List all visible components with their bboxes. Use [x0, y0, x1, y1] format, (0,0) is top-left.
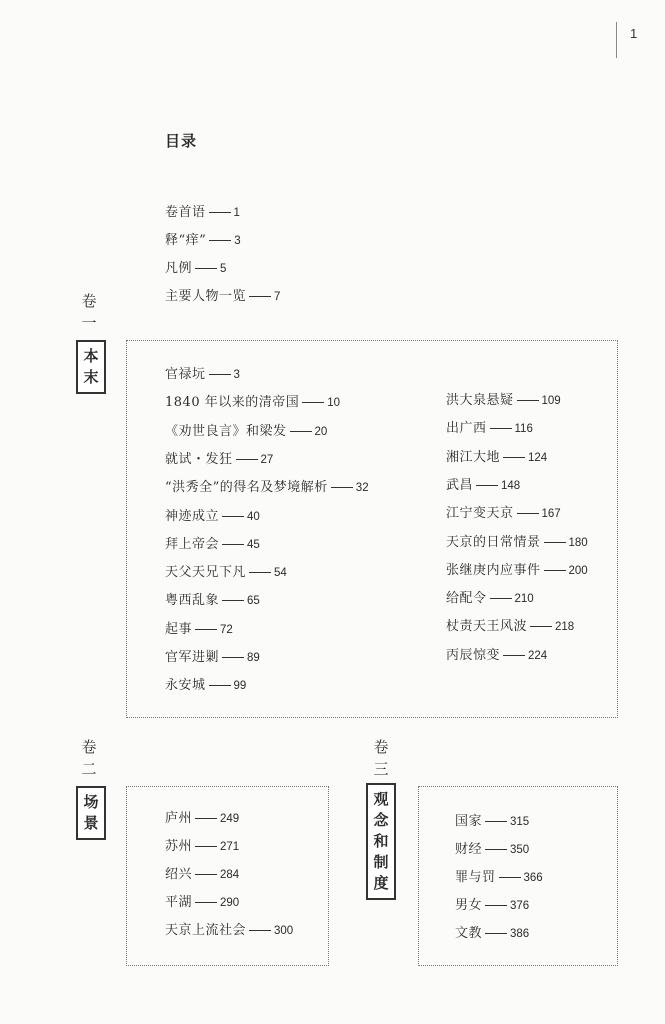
toc-leader-line	[490, 428, 512, 429]
toc-leader-line	[222, 657, 244, 658]
vol2-title-char: 场	[83, 793, 99, 811]
toc-entry	[446, 534, 588, 552]
toc-leader-line	[249, 296, 271, 297]
toc-entry-title: 杖责天王风波	[446, 619, 528, 635]
toc-entry	[165, 866, 239, 884]
toc-entry	[165, 508, 260, 526]
toc-entry	[165, 677, 246, 695]
toc-entry-title: 苏州	[165, 839, 193, 854]
toc-entry-page: 300	[274, 925, 294, 937]
toc-leader-line	[485, 821, 507, 822]
page-number: 1	[630, 26, 638, 41]
toc-entry	[165, 204, 240, 222]
toc-leader-line	[544, 542, 566, 543]
toc-leader-line	[544, 570, 566, 571]
toc-leader-line	[195, 874, 217, 875]
toc-entry-page: 167	[541, 508, 561, 521]
toc-entry-page: 124	[528, 451, 548, 464]
toc-entry-title: 官禄坃	[165, 367, 206, 382]
vol2-title-box	[76, 786, 106, 840]
toc-leader-line	[517, 513, 539, 514]
toc-entry-title: 庐州	[165, 811, 193, 826]
toc-leader-line	[236, 459, 258, 460]
toc-leader-line	[222, 544, 244, 545]
toc-entry-page: 350	[510, 844, 530, 856]
toc-entry	[165, 838, 239, 856]
toc-entry-page: 218	[555, 621, 575, 634]
toc-entry-page: 180	[568, 536, 588, 549]
toc-entry	[455, 813, 529, 831]
toc-entry-page: 249	[220, 813, 240, 825]
toc-entry	[446, 590, 534, 608]
toc-entry	[165, 366, 240, 384]
toc-entry-page: 116	[514, 423, 533, 436]
toc-leader-line	[209, 212, 231, 213]
vol2-title-char: 景	[83, 814, 99, 832]
vol1-title-char: 本	[83, 347, 99, 365]
toc-entry-page: 7	[274, 291, 281, 303]
toc-entry	[455, 925, 529, 943]
toc-entry	[165, 810, 239, 828]
toc-entry	[165, 592, 260, 610]
toc-entry-page: 54	[274, 567, 287, 580]
toc-entry-page: 200	[568, 564, 588, 577]
toc-entry-page: 99	[233, 680, 247, 693]
toc-leader-line	[530, 626, 552, 627]
toc-entry	[165, 564, 287, 582]
toc-leader-line	[503, 457, 525, 458]
toc-entry-title: 洪大泉悬疑	[446, 393, 514, 408]
toc-entry-page: 32	[355, 482, 369, 495]
toc-entry-title: 武昌	[446, 477, 474, 493]
toc-entry	[455, 869, 543, 887]
toc-entry-title: 起事	[165, 621, 193, 637]
toc-entry-title: 绍兴	[165, 867, 193, 882]
toc-leader-line	[503, 655, 525, 656]
toc-entry-page: 10	[327, 397, 341, 410]
toc-entry-title: 天父天兄下凡	[165, 565, 247, 581]
vol3-title-char: 和	[373, 832, 389, 850]
toc-entry-page: 366	[523, 872, 543, 884]
vol3-label-char: 三	[373, 760, 389, 778]
toc-entry-page: 315	[510, 816, 530, 828]
toc-entry	[446, 477, 520, 495]
toc-entry-title: 释“痒”	[165, 233, 207, 248]
vol3-label-char: 卷	[373, 738, 389, 756]
toc-entry-title: 就试・发狂	[165, 451, 233, 467]
toc-entry	[165, 394, 340, 412]
toc-entry-title: 《劝世良言》和梁发	[165, 423, 287, 439]
toc-entry-page: 376	[510, 900, 530, 912]
vol1-title-char: 末	[83, 368, 99, 386]
toc-entry	[165, 232, 241, 250]
toc-leader-line	[222, 516, 244, 517]
toc-entry-title: 张继庚内应事件	[446, 562, 541, 578]
toc-leader-line	[290, 431, 312, 432]
toc-entry-page: 271	[220, 841, 240, 853]
vol3-title-char: 制	[373, 853, 389, 871]
toc-leader-line	[485, 905, 507, 906]
vol2-label-char: 卷	[81, 738, 97, 756]
toc-entry	[446, 505, 561, 523]
toc-entry-title: 丙辰惊变	[446, 647, 501, 663]
toc-leader-line	[499, 877, 521, 878]
toc-leader-line	[331, 487, 353, 488]
toc-entry-page: 5	[220, 263, 227, 275]
toc-entry-title: 财经	[455, 842, 483, 857]
toc-leader-line	[490, 598, 512, 599]
toc-entry-title: 罪与罚	[455, 870, 496, 885]
toc-leader-line	[222, 600, 244, 601]
toc-entry	[446, 420, 533, 438]
toc-entry-title: 天京的日常情景	[446, 534, 541, 550]
toc-entry	[165, 423, 327, 441]
toc-leader-line	[485, 933, 507, 934]
toc-entry	[165, 894, 239, 912]
toc-entry	[165, 922, 293, 940]
toc-entry-title: 粤西乱象	[165, 593, 220, 609]
toc-entry-page: 20	[314, 425, 328, 438]
toc-leader-line	[517, 400, 539, 401]
toc-leader-line	[195, 818, 217, 819]
toc-entry-title: 文教	[455, 926, 483, 941]
toc-leader-line	[195, 629, 217, 630]
toc-entry-title: 江宁变天京	[446, 506, 514, 522]
toc-entry	[165, 621, 233, 639]
toc-leader-line	[209, 685, 231, 686]
toc-entry-title: 天京上流社会	[165, 923, 247, 938]
toc-leader-line	[302, 402, 324, 403]
toc-entry	[446, 618, 574, 636]
toc-entry	[165, 288, 280, 306]
toc-entry-page: 210	[514, 593, 534, 606]
toc-entry-title: 1840 年以来的清帝国	[165, 395, 300, 411]
toc-entry-page: 72	[220, 623, 233, 636]
vol3-title-char: 度	[373, 874, 389, 892]
toc-entry-page: 3	[234, 235, 241, 247]
vol3-title-char: 念	[373, 811, 389, 829]
toc-entry-title: 平湖	[165, 895, 193, 910]
toc-entry-page: 65	[247, 595, 260, 608]
toc-leader-line	[485, 849, 507, 850]
vol1-label-char: 卷	[81, 292, 97, 310]
toc-entry	[455, 897, 529, 915]
toc-entry-page: 1	[233, 207, 240, 219]
toc-entry-title: 给配令	[446, 591, 487, 607]
toc-leader-line	[249, 572, 271, 573]
toc-entry-page: 148	[501, 479, 521, 492]
toc-entry-page: 386	[510, 928, 530, 940]
vol3-title-box	[366, 783, 396, 900]
toc-entry-title: 男女	[455, 898, 483, 913]
vol1-title-box	[76, 340, 106, 394]
toc-entry-page: 45	[247, 538, 260, 551]
toc-entry	[446, 449, 547, 467]
toc-entry	[446, 562, 588, 580]
toc-entry-title: 永安城	[165, 678, 206, 694]
toc-entry	[165, 536, 260, 554]
toc-entry-page: 284	[220, 869, 240, 881]
toc-entry	[446, 647, 547, 665]
toc-entry-title: 神迹成立	[165, 508, 220, 524]
toc-entry-title: 国家	[455, 814, 483, 829]
toc-entry-title: 凡例	[165, 261, 193, 276]
toc-entry-page: 109	[541, 395, 561, 407]
toc-entry-title: 湘江大地	[446, 449, 501, 465]
toc-leader-line	[195, 902, 217, 903]
vol3-title-char: 观	[373, 790, 389, 808]
toc-leader-line	[195, 268, 217, 269]
toc-entry	[165, 649, 260, 667]
toc-entry-page: 3	[233, 369, 240, 381]
toc-entry-title: 拜上帝会	[165, 536, 220, 552]
toc-entry-page: 290	[220, 897, 240, 909]
toc-entry-title: “洪秀全”的得名及梦境解析	[165, 480, 328, 496]
toc-entry-page: 89	[247, 652, 260, 664]
toc-entry	[455, 841, 529, 859]
toc-entry-page: 40	[247, 510, 260, 523]
vol1-label-char: 一	[81, 314, 97, 332]
vol3-label	[372, 736, 390, 780]
toc-entry-title: 主要人物一览	[165, 289, 247, 304]
vol2-label	[80, 736, 98, 780]
toc-leader-line	[249, 930, 271, 931]
page-number-rule	[616, 22, 617, 58]
page-title: 目录	[165, 132, 198, 150]
toc-entry-page: 27	[260, 453, 274, 466]
toc-leader-line	[209, 374, 231, 375]
toc-entry-title: 出广西	[446, 421, 487, 437]
vol2-label-char: 二	[81, 760, 97, 778]
toc-entry	[165, 260, 226, 278]
vol1-label	[80, 290, 98, 334]
toc-leader-line	[476, 485, 498, 486]
toc-entry-page: 224	[528, 649, 548, 662]
toc-entry	[165, 451, 273, 469]
toc-entry-title: 卷首语	[165, 205, 206, 220]
toc-entry-title: 官军进剿	[165, 650, 220, 665]
toc-entry	[165, 479, 369, 497]
toc-leader-line	[209, 240, 231, 241]
toc-leader-line	[195, 846, 217, 847]
toc-entry	[446, 392, 561, 410]
